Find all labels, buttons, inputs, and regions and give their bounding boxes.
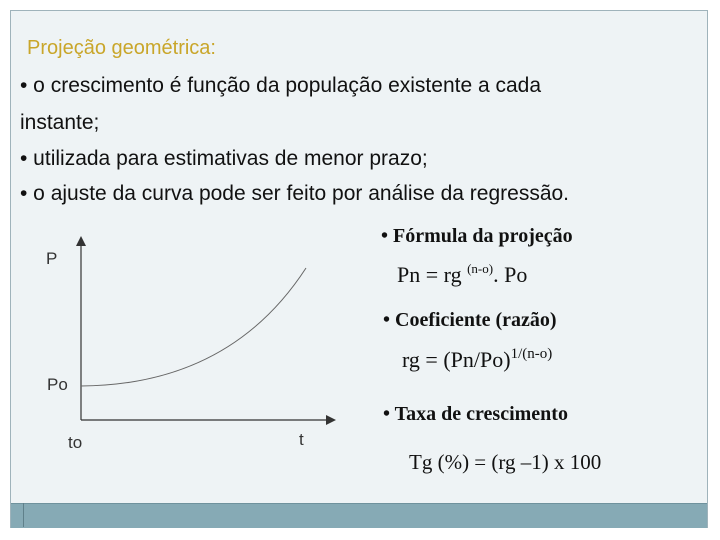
formula-heading: • Fórmula da projeção — [381, 225, 573, 247]
x-axis-arrow — [326, 415, 336, 425]
growth-rate-formula: Tg (%) = (rg –1) x 100 — [409, 450, 602, 474]
bullet-growth-function-cont: instante; — [20, 111, 100, 134]
x-axis-end-label: t — [299, 430, 304, 449]
slide-title: Projeção geométrica: — [27, 37, 216, 59]
bullet-growth-function: • o crescimento é função da população existente a cada — [20, 74, 542, 97]
y-axis-tick-po: Po — [47, 375, 68, 394]
bullet-short-term: • utilizada para estimativas de menor prazo; — [20, 147, 428, 170]
y-axis-label: P — [46, 249, 58, 268]
x-axis-origin-label: to — [68, 433, 83, 452]
projection-formula: Pn = rg $^{(n-o)}$. Po — [397, 261, 528, 287]
growth-rate-heading: • Taxa de crescimento — [383, 403, 568, 425]
y-axis-arrow — [76, 236, 86, 246]
growth-curve — [81, 268, 306, 386]
coefficient-formula: rg = $(Pn/Po)^{1/(n-o)}$ — [402, 346, 553, 372]
bullet-regression: • o ajuste da curva pode ser feito por análise da regressão. — [20, 182, 570, 205]
coefficient-heading: • Coeficiente (razão) — [383, 309, 557, 331]
